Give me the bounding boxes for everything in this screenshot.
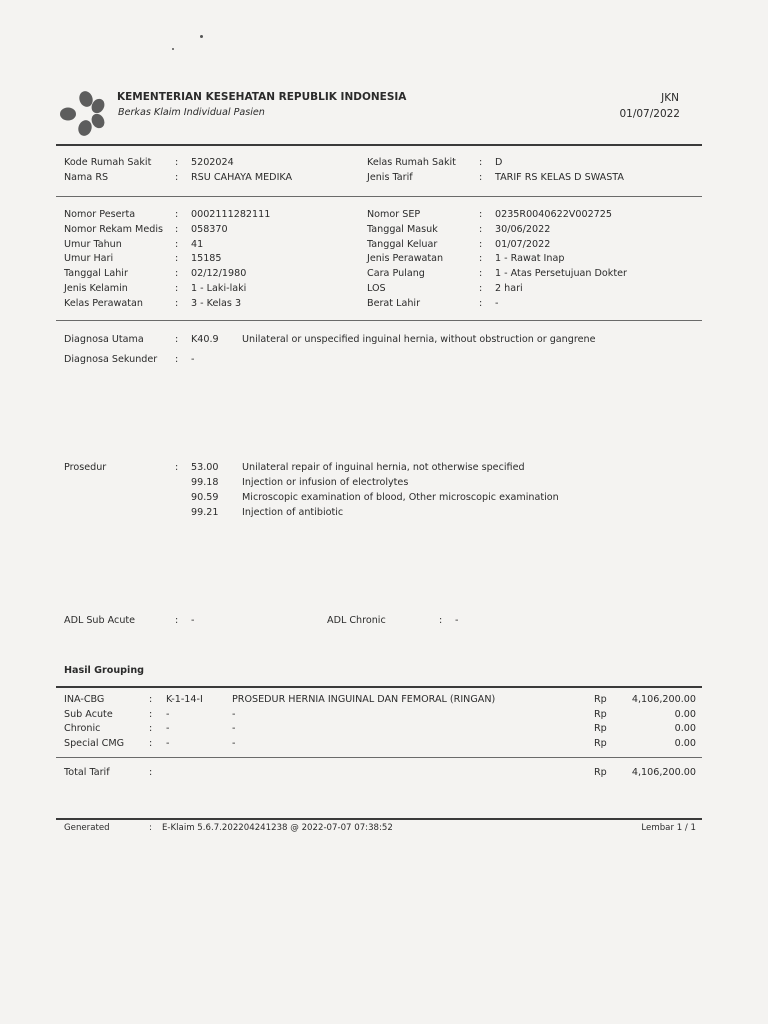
grouping-code: - xyxy=(166,738,170,749)
separator: : xyxy=(479,209,483,220)
separator: : xyxy=(175,172,179,183)
adl-sub-acute-label: ADL Sub Acute xyxy=(64,615,136,626)
nama-rs-label: Nama RS xyxy=(64,172,109,183)
separator: : xyxy=(479,172,483,183)
field-label: Jenis Kelamin xyxy=(64,283,128,294)
field-value: 0235R0040622V002725 xyxy=(495,209,612,220)
field-label: Berat Lahir xyxy=(367,298,421,309)
adl-chronic-label: ADL Chronic xyxy=(327,615,386,626)
field-value: 02/12/1980 xyxy=(191,268,247,279)
separator: : xyxy=(175,283,179,294)
grouping-currency: Rp xyxy=(594,723,607,734)
grouping-top-divider xyxy=(56,686,702,688)
field-value: 15185 xyxy=(191,253,222,264)
jenis-tarif-label: Jenis Tarif xyxy=(367,172,413,183)
field-value: 0002111282111 xyxy=(191,209,271,220)
generated-label: Generated xyxy=(64,823,110,833)
prosedur-label: Prosedur xyxy=(64,462,107,473)
diagnosa-utama-code: K40.9 xyxy=(191,334,219,345)
prosedur-desc: Injection of antibiotic xyxy=(242,507,344,518)
prosedur-code: 99.18 xyxy=(191,477,219,488)
document-subtitle: Berkas Klaim Individual Pasien xyxy=(118,107,265,118)
separator: : xyxy=(175,224,179,235)
field-value: 3 - Kelas 3 xyxy=(191,298,242,309)
separator: : xyxy=(479,224,483,235)
field-label: Tanggal Lahir xyxy=(64,268,128,279)
field-value: 1 - Rawat Inap xyxy=(495,253,565,264)
patient-divider xyxy=(56,320,702,321)
diagnosa-sekunder-label: Diagnosa Sekunder xyxy=(64,354,158,365)
grouping-amount: 0.00 xyxy=(674,723,696,734)
separator: : xyxy=(175,209,179,220)
program-label: JKN xyxy=(661,92,679,104)
field-value: 2 hari xyxy=(495,283,523,294)
grouping-currency: Rp xyxy=(594,694,607,705)
grouping-code: - xyxy=(166,723,170,734)
field-label: Umur Tahun xyxy=(64,239,122,250)
grouping-total-divider xyxy=(56,757,702,758)
separator: : xyxy=(149,709,153,720)
jenis-tarif-value: TARIF RS KELAS D SWASTA xyxy=(495,172,624,183)
total-currency: Rp xyxy=(594,767,607,778)
grouping-code: - xyxy=(166,709,170,720)
separator: : xyxy=(149,738,153,749)
separator: : xyxy=(149,823,152,833)
field-value: 1 - Atas Persetujuan Dokter xyxy=(495,268,627,279)
grouping-amount: 0.00 xyxy=(674,709,696,720)
separator: : xyxy=(439,615,443,626)
field-value: - xyxy=(495,298,499,309)
page-number: Lembar 1 / 1 xyxy=(641,823,696,833)
prosedur-desc: Unilateral repair of inguinal hernia, not otherwise specified xyxy=(242,462,525,473)
separator: : xyxy=(149,723,153,734)
field-label: Nomor SEP xyxy=(367,209,421,220)
grouping-amount: 0.00 xyxy=(674,738,696,749)
separator: : xyxy=(175,157,179,168)
grouping-label: Sub Acute xyxy=(64,709,113,720)
separator: : xyxy=(175,253,179,264)
prosedur-code: 99.21 xyxy=(191,507,219,518)
separator: : xyxy=(479,239,483,250)
adl-sub-acute-value: - xyxy=(191,615,195,626)
prosedur-desc: Microscopic examination of blood, Other microscopic examination xyxy=(242,492,559,503)
diagnosa-utama-label: Diagnosa Utama xyxy=(64,334,144,345)
separator: : xyxy=(175,354,179,365)
separator: : xyxy=(479,283,483,294)
separator: : xyxy=(149,767,153,778)
field-label: Umur Hari xyxy=(64,253,114,264)
total-amount: 4,106,200.00 xyxy=(631,767,696,778)
grouping-desc: - xyxy=(232,738,236,749)
grouping-desc: PROSEDUR HERNIA INGUINAL DAN FEMORAL (RINGAN) xyxy=(232,694,496,705)
prosedur-code: 90.59 xyxy=(191,492,219,503)
kode-rs-value: 5202024 xyxy=(191,157,234,168)
kelas-rs-value: D xyxy=(495,157,503,168)
scan-speck xyxy=(172,48,174,50)
field-value: 058370 xyxy=(191,224,228,235)
field-value: 1 - Laki-laki xyxy=(191,283,247,294)
grouping-title: Hasil Grouping xyxy=(64,665,145,676)
grouping-label: Chronic xyxy=(64,723,101,734)
separator: : xyxy=(175,298,179,309)
field-value: 01/07/2022 xyxy=(495,239,551,250)
field-label: Cara Pulang xyxy=(367,268,425,279)
field-value: 30/06/2022 xyxy=(495,224,551,235)
header-divider xyxy=(56,144,702,146)
separator: : xyxy=(479,298,483,309)
field-label: Kelas Perawatan xyxy=(64,298,143,309)
ministry-name: KEMENTERIAN KESEHATAN REPUBLIK INDONESIA xyxy=(117,91,407,103)
separator: : xyxy=(479,268,483,279)
separator: : xyxy=(479,157,483,168)
grouping-label: INA-CBG xyxy=(64,694,105,705)
scan-speck xyxy=(200,35,203,38)
total-label: Total Tarif xyxy=(64,767,110,778)
kemenkes-logo-icon xyxy=(58,90,108,136)
field-label: Jenis Perawatan xyxy=(367,253,444,264)
grouping-amount: 4,106,200.00 xyxy=(631,694,696,705)
field-label: Tanggal Masuk xyxy=(367,224,438,235)
grouping-code: K-1-14-I xyxy=(166,694,203,705)
grouping-currency: Rp xyxy=(594,738,607,749)
grouping-desc: - xyxy=(232,723,236,734)
diagnosa-sekunder-value: - xyxy=(191,354,195,365)
separator: : xyxy=(175,334,179,345)
adl-chronic-value: - xyxy=(455,615,459,626)
hospital-divider xyxy=(56,196,702,197)
kelas-rs-label: Kelas Rumah Sakit xyxy=(367,157,456,168)
field-label: Nomor Peserta xyxy=(64,209,136,220)
document-date: 01/07/2022 xyxy=(619,108,680,120)
separator: : xyxy=(175,462,179,473)
kode-rs-label: Kode Rumah Sakit xyxy=(64,157,152,168)
footer-divider xyxy=(56,818,702,820)
separator: : xyxy=(175,615,179,626)
field-value: 41 xyxy=(191,239,204,250)
prosedur-code: 53.00 xyxy=(191,462,219,473)
nama-rs-value: RSU CAHAYA MEDIKA xyxy=(191,172,293,183)
grouping-desc: - xyxy=(232,709,236,720)
separator: : xyxy=(175,268,179,279)
field-label: Tanggal Keluar xyxy=(367,239,438,250)
field-label: LOS xyxy=(367,283,386,294)
grouping-currency: Rp xyxy=(594,709,607,720)
grouping-label: Special CMG xyxy=(64,738,125,749)
separator: : xyxy=(479,253,483,264)
field-label: Nomor Rekam Medis xyxy=(64,224,163,235)
prosedur-desc: Injection or infusion of electrolytes xyxy=(242,477,409,488)
generated-value: E-Klaim 5.6.7.202204241238 @ 2022-07-07 07:38:52 xyxy=(162,823,393,833)
diagnosa-utama-desc: Unilateral or unspecified inguinal hernia, without obstruction or gangrene xyxy=(242,334,596,345)
separator: : xyxy=(175,239,179,250)
separator: : xyxy=(149,694,153,705)
